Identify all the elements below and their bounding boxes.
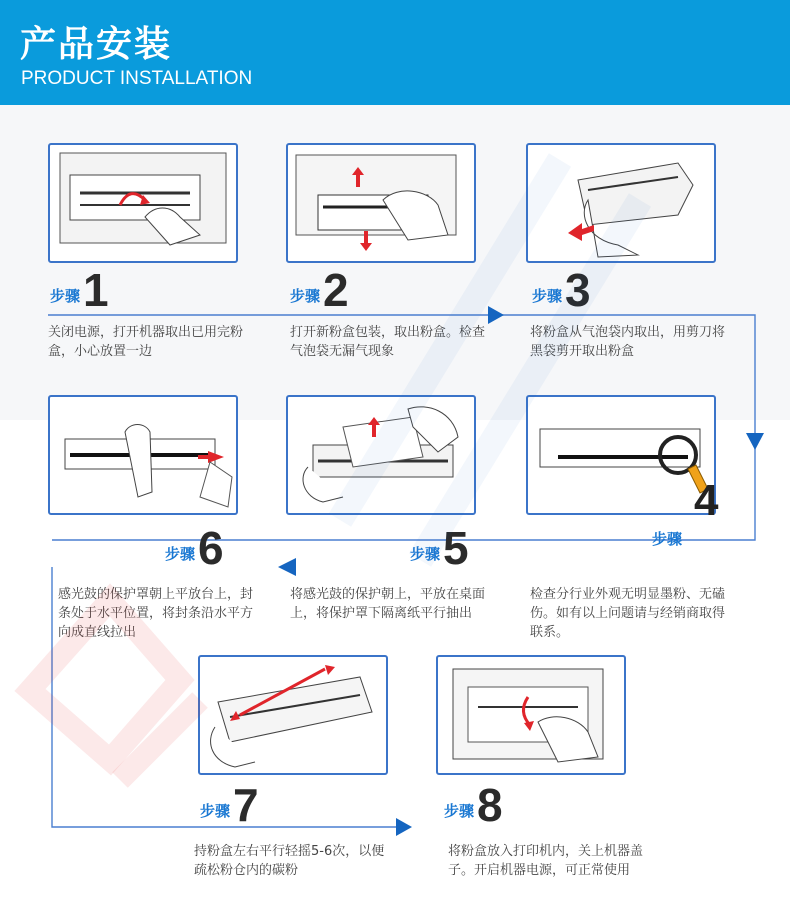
step-1-heading: [50, 264, 109, 316]
page-subtitle: PRODUCT INSTALLATION: [21, 68, 253, 89]
step-label: 步骤: [50, 287, 81, 305]
step-2-description: 打开新粉盒包装，取出粉盒。检查气泡袋无漏气现象: [290, 325, 486, 359]
step-6-image: [48, 395, 238, 515]
step-6-description: 感光鼓的保护罩朝上平放台上，封条处于水平位置，将封条沿水平方向成直线拉出: [58, 587, 254, 640]
step-label: 步骤: [444, 802, 475, 820]
step-8-description: 将粉盒放入打印机内，关上机器盖子。开启机器电源，可正常使用: [448, 844, 644, 878]
step-5-image: [286, 395, 476, 515]
step-number: 1: [83, 264, 109, 316]
step-number: 3: [565, 264, 591, 316]
step-2-heading: [290, 264, 349, 316]
step-label: 步骤: [290, 287, 321, 305]
step-label: 步骤: [652, 530, 683, 548]
step-label: 步骤: [200, 802, 231, 820]
flow-arrow-right-1: [488, 306, 504, 324]
step-1-image: [48, 143, 238, 263]
step-2-image: [286, 143, 476, 263]
step-1-description: 关闭电源，打开机器取出已用完粉盒，小心放置一边: [48, 325, 244, 359]
step-8-image: [436, 655, 626, 775]
flow-arrow-right-2: [396, 818, 412, 836]
step-7-image: [198, 655, 388, 775]
step-label: 步骤: [410, 545, 441, 563]
step-4-description: 检查分行业外观无明显墨粉、无磕伤。如有以上问题请与经销商取得联系。: [530, 587, 726, 640]
step-5-description: 将感光鼓的保护朝上，平放在桌面上，将保护罩下隔离纸平行抽出: [290, 587, 486, 621]
flow-arrow-left: [278, 558, 296, 576]
step-number: 8: [477, 779, 503, 831]
step-4-badge-number: 4: [694, 476, 719, 525]
step-8-heading: [444, 779, 503, 831]
step-label: 步骤: [165, 545, 196, 563]
step-number: 6: [198, 522, 224, 574]
step-4-heading: [652, 528, 685, 553]
step-number: 7: [233, 779, 259, 831]
page-title: 产品安装: [20, 24, 173, 65]
step-5-heading: [410, 522, 469, 574]
step-number: 2: [323, 264, 349, 316]
step-number: 5: [443, 522, 469, 574]
step-4-image: [526, 395, 719, 525]
step-3-heading: [532, 264, 591, 316]
flow-arrow-down: [746, 433, 764, 450]
step-6-heading: [165, 522, 224, 574]
step-7-heading: [200, 779, 259, 831]
step-3-description: 将粉盒从气泡袋内取出，用剪刀将黑袋剪开取出粉盒: [530, 325, 726, 359]
step-7-description: 持粉盒左右平行轻摇5-6次，以便疏松粉仓内的碳粉: [194, 844, 385, 878]
step-3-image: [526, 143, 716, 263]
step-label: 步骤: [532, 287, 563, 305]
